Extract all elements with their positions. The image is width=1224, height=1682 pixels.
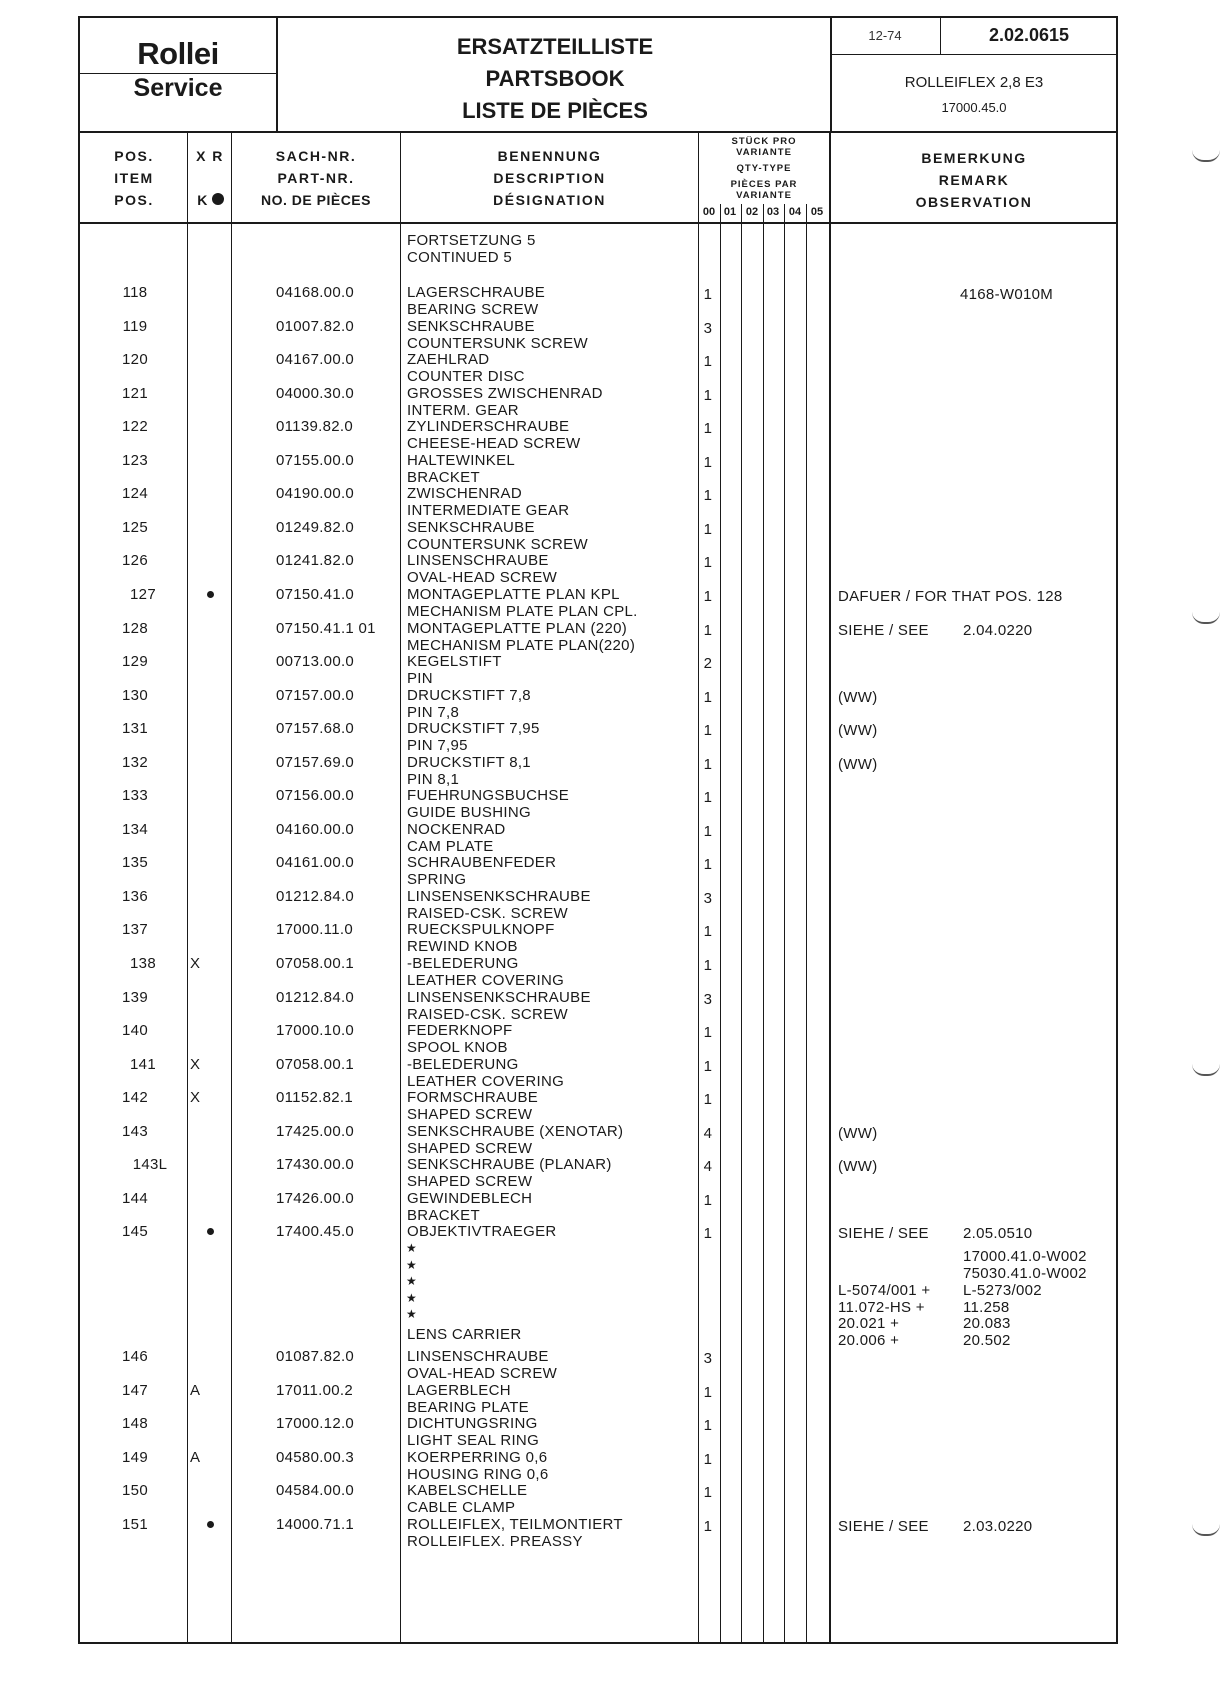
table-row bbox=[0, 1480, 1224, 1517]
star-icon: ★ bbox=[406, 1290, 418, 1305]
star-icon: ★ bbox=[406, 1241, 418, 1255]
header-qty-line3: QTY-TYPE bbox=[736, 163, 792, 174]
table-row bbox=[0, 517, 1224, 551]
serial-from: 20.021 + bbox=[838, 1315, 900, 1332]
part-number: 07155.00.0 bbox=[276, 451, 355, 469]
quantity: 1 bbox=[703, 487, 713, 505]
quantity: 1 bbox=[703, 420, 713, 438]
remark: SIEHE / SEE bbox=[838, 1225, 929, 1243]
item-position: 135 bbox=[122, 854, 148, 872]
quantity: 1 bbox=[703, 520, 713, 538]
k-marker-icon bbox=[207, 591, 214, 598]
table-row bbox=[0, 1346, 1224, 1380]
part-number: 01212.84.0 bbox=[276, 988, 355, 1006]
variant-05: 05 bbox=[810, 206, 824, 218]
part-number: 04580.00.3 bbox=[276, 1448, 355, 1466]
item-position: 124 bbox=[122, 485, 148, 503]
description-de: DRUCKSTIFT 7,8 bbox=[407, 686, 531, 704]
part-number: 17425.00.0 bbox=[276, 1122, 355, 1140]
description-en: BEARING SCREW bbox=[407, 301, 539, 318]
description-de: ZWISCHENRAD bbox=[407, 485, 522, 503]
part-number: 07058.00.1 bbox=[276, 955, 355, 972]
description-de: LINSENSCHRAUBE bbox=[407, 552, 549, 570]
part-number: 07058.00.1 bbox=[276, 1055, 355, 1073]
reference-number: 17000.41.0-W002 bbox=[963, 1248, 1087, 1265]
table-row bbox=[0, 919, 1224, 956]
description-en: COUNTER DISC bbox=[407, 368, 525, 386]
date-box-divider bbox=[830, 54, 1118, 55]
item-position: 123 bbox=[122, 451, 148, 469]
description-de: KEGELSTIFT bbox=[407, 653, 502, 671]
serial-from: 11.072-HS + bbox=[838, 1298, 925, 1316]
k-marker-icon bbox=[212, 193, 224, 205]
description-de: -BELEDERUNG bbox=[407, 1055, 519, 1073]
part-number: 01007.82.0 bbox=[276, 317, 355, 335]
description-de: SENKSCHRAUBE bbox=[407, 518, 535, 536]
quantity: 1 bbox=[703, 1484, 713, 1502]
table-row bbox=[0, 685, 1224, 719]
part-number: 07157.69.0 bbox=[276, 753, 355, 771]
description-de: KABELSCHELLE bbox=[407, 1482, 528, 1500]
remark: (WW) bbox=[838, 688, 878, 706]
serial-from: 20.006 + bbox=[838, 1331, 900, 1349]
description-de: SCHRAUBENFEDER bbox=[407, 854, 557, 872]
item-position: 120 bbox=[122, 351, 148, 369]
description-en: BRACKET bbox=[407, 468, 480, 486]
serial-to: L-5273/002 bbox=[963, 1282, 1042, 1299]
header-pos-fr: POS. bbox=[114, 192, 154, 208]
item-position: 138 bbox=[130, 955, 156, 972]
description-de: FUEHRUNGSBUCHSE bbox=[407, 787, 570, 805]
quantity: 1 bbox=[703, 923, 713, 941]
table-row bbox=[0, 1054, 1224, 1088]
title-fr: LISTE DE PIÈCES bbox=[462, 98, 648, 123]
header-qty-line2: VARIANTE bbox=[736, 147, 792, 158]
description-de: GROSSES ZWISCHENRAD bbox=[407, 384, 603, 402]
quantity: 1 bbox=[703, 386, 713, 404]
item-position: 136 bbox=[122, 887, 148, 905]
description-en: PIN 8,1 bbox=[407, 770, 460, 788]
quantity: 1 bbox=[703, 1024, 713, 1042]
part-number: 04190.00.0 bbox=[276, 485, 355, 503]
title-en: PARTSBOOK bbox=[485, 66, 625, 91]
header-desc-de: BENENNUNG bbox=[497, 148, 602, 164]
header-qty-line4: PIÈCES PAR bbox=[730, 179, 798, 190]
quantity: 1 bbox=[703, 286, 713, 303]
item-position: 133 bbox=[122, 787, 148, 805]
remark: (WW) bbox=[838, 1158, 878, 1176]
quantity: 3 bbox=[703, 990, 713, 1008]
item-position: 137 bbox=[122, 921, 148, 939]
quantity: 1 bbox=[703, 755, 713, 773]
description-en: MECHANISM PLATE PLAN(220) bbox=[407, 636, 636, 654]
table-row bbox=[0, 1121, 1224, 1155]
item-position: 127 bbox=[130, 585, 156, 603]
description-en: BEARING PLATE bbox=[407, 1398, 529, 1416]
table-row bbox=[0, 819, 1224, 853]
remark-reference: 2.03.0220 bbox=[963, 1517, 1033, 1535]
header-remark-de: BEMERKUNG bbox=[921, 150, 1027, 166]
part-number: 00713.00.0 bbox=[276, 653, 355, 671]
description-de: LAGERSCHRAUBE bbox=[407, 284, 546, 301]
item-position: 121 bbox=[122, 384, 148, 402]
description-en: SHAPED SCREW bbox=[407, 1139, 533, 1157]
part-number: 14000.71.1 bbox=[276, 1515, 355, 1533]
quantity: 1 bbox=[703, 453, 713, 471]
quantity: 3 bbox=[703, 1350, 713, 1367]
table-row bbox=[0, 1514, 1224, 1548]
variant-01: 01 bbox=[723, 206, 737, 218]
item-position: 125 bbox=[122, 518, 148, 536]
part-number: 17426.00.0 bbox=[276, 1189, 355, 1207]
item-position: 140 bbox=[122, 1022, 148, 1040]
part-number: 01139.82.0 bbox=[276, 418, 353, 436]
variant-02: 02 bbox=[745, 206, 759, 218]
item-position: 129 bbox=[122, 653, 148, 671]
part-number: 01212.84.0 bbox=[276, 887, 355, 905]
item-position: 139 bbox=[122, 988, 148, 1006]
star-icon: ★ bbox=[406, 1257, 418, 1272]
remark: (WW) bbox=[838, 722, 878, 740]
quantity: 1 bbox=[703, 1057, 713, 1075]
exchange-code: A bbox=[190, 1448, 201, 1466]
description-de: MONTAGEPLATTE PLAN (220) bbox=[407, 619, 628, 637]
header-part-de: SACH-NR. bbox=[275, 148, 357, 164]
description-en: REWIND KNOB bbox=[407, 938, 518, 956]
description-en: RAISED-CSK. SCREW bbox=[407, 904, 568, 922]
part-number: 17000.10.0 bbox=[276, 1022, 355, 1040]
table-row bbox=[0, 785, 1224, 822]
item-position: 149 bbox=[122, 1448, 148, 1466]
header-part-en: PART-NR. bbox=[277, 170, 355, 186]
description-en: COUNTERSUNK SCREW bbox=[407, 334, 588, 352]
header-xr: X R bbox=[196, 148, 224, 164]
serial-to: 11.258 bbox=[963, 1298, 1010, 1316]
quantity: 1 bbox=[703, 856, 713, 874]
quantity: 1 bbox=[703, 1383, 713, 1401]
part-number: 04167.00.0 bbox=[276, 351, 355, 369]
table-row bbox=[0, 1087, 1224, 1124]
variant-00: 00 bbox=[702, 206, 716, 218]
description-en: HOUSING RING 0,6 bbox=[407, 1465, 549, 1483]
item-position: 142 bbox=[122, 1089, 148, 1107]
item-position: 130 bbox=[122, 686, 148, 704]
quantity: 2 bbox=[703, 655, 713, 673]
table-row bbox=[0, 752, 1224, 786]
description-de: SENKSCHRAUBE (XENOTAR) bbox=[407, 1122, 624, 1140]
rollei-logo: Rollei bbox=[137, 36, 219, 71]
remark: DAFUER / FOR THAT POS. 128 bbox=[838, 587, 1063, 605]
description-de: SENKSCHRAUBE bbox=[407, 317, 535, 335]
quantity: 4 bbox=[703, 1124, 713, 1142]
part-number: 07156.00.0 bbox=[276, 787, 355, 805]
remark: SIEHE / SEE bbox=[838, 621, 929, 639]
part-number: 04161.00.0 bbox=[276, 854, 355, 872]
quantity: 1 bbox=[703, 621, 713, 639]
item-position: 148 bbox=[122, 1415, 148, 1433]
header-rule-1 bbox=[276, 16, 278, 132]
description-en: OVAL-HEAD SCREW bbox=[407, 1365, 558, 1382]
description-de: NOCKENRAD bbox=[407, 820, 506, 838]
part-number: 17400.45.0 bbox=[276, 1223, 355, 1241]
description-de: KOERPERRING 0,6 bbox=[407, 1448, 548, 1466]
exchange-code: X bbox=[190, 1055, 201, 1073]
part-number: 04168.00.0 bbox=[276, 284, 355, 301]
item-position: 143L bbox=[132, 1156, 168, 1174]
header-desc-fr: DÉSIGNATION bbox=[493, 192, 606, 208]
description-en: SHAPED SCREW bbox=[407, 1173, 533, 1191]
item-position: 143 bbox=[122, 1122, 148, 1140]
item-position: 147 bbox=[122, 1381, 148, 1399]
quantity: 1 bbox=[703, 957, 713, 974]
header-divider bbox=[78, 131, 1118, 133]
description-de: GEWINDEBLECH bbox=[407, 1189, 533, 1207]
table-row bbox=[0, 1447, 1224, 1481]
exchange-code: A bbox=[190, 1381, 201, 1399]
issue-date: 12-74 bbox=[868, 28, 902, 43]
description-de: MONTAGEPLATTE PLAN KPL bbox=[407, 585, 620, 603]
table-row bbox=[0, 1154, 1224, 1191]
header-qty-line5: VARIANTE bbox=[736, 190, 792, 201]
part-number: 01249.82.0 bbox=[276, 518, 355, 536]
table-row bbox=[0, 987, 1224, 1021]
item-position: 126 bbox=[122, 552, 148, 570]
item-position: 118 bbox=[122, 284, 148, 301]
part-number: 07150.41.1 01 bbox=[276, 619, 376, 637]
description-de: LINSENSENKSCHRAUBE bbox=[407, 988, 591, 1006]
part-number: 17000.12.0 bbox=[276, 1415, 355, 1433]
table-row bbox=[0, 383, 1224, 417]
remark: SIEHE / SEE bbox=[838, 1517, 929, 1535]
column-header-divider bbox=[78, 222, 1118, 224]
quantity: 1 bbox=[703, 1191, 713, 1209]
table-row bbox=[0, 416, 1224, 453]
description-en: MECHANISM PLATE PLAN CPL. bbox=[407, 602, 638, 620]
description-de: -BELEDERUNG bbox=[407, 955, 519, 972]
part-number: 07157.68.0 bbox=[276, 720, 355, 738]
part-number: 01087.82.0 bbox=[276, 1348, 355, 1365]
header-remark-en: REMARK bbox=[938, 172, 1010, 188]
scan-mark bbox=[1192, 150, 1220, 162]
description-de: ROLLEIFLEX, TEILMONTIERT bbox=[407, 1515, 623, 1533]
description-de: ZAEHLRAD bbox=[407, 351, 490, 369]
item-position: 131 bbox=[122, 720, 148, 738]
table-row bbox=[0, 584, 1224, 618]
table-row bbox=[0, 718, 1224, 755]
quantity: 1 bbox=[703, 1417, 713, 1435]
description-en: CABLE CLAMP bbox=[407, 1499, 516, 1517]
quantity: 3 bbox=[703, 319, 713, 337]
quantity: 1 bbox=[703, 587, 713, 605]
part-number: 17000.11.0 bbox=[276, 921, 353, 939]
description-de: ZYLINDERSCHRAUBE bbox=[407, 418, 570, 436]
table-row bbox=[0, 886, 1224, 920]
quantity: 1 bbox=[703, 554, 713, 572]
model-name: ROLLEIFLEX 2,8 E3 bbox=[904, 74, 1044, 91]
description-en: SPOOL KNOB bbox=[407, 1039, 508, 1057]
table-row bbox=[0, 1188, 1224, 1222]
part-number: 01152.82.1 bbox=[276, 1089, 353, 1107]
item-position: 141 bbox=[130, 1055, 156, 1073]
quantity: 1 bbox=[703, 722, 713, 740]
item-position: 150 bbox=[122, 1482, 148, 1500]
description-de: FORMSCHRAUBE bbox=[407, 1089, 539, 1107]
k-marker-icon bbox=[207, 1521, 214, 1528]
item-position: 128 bbox=[122, 619, 148, 637]
reference-number: 75030.41.0-W002 bbox=[963, 1265, 1087, 1282]
serial-to: 20.502 bbox=[963, 1331, 1011, 1349]
variant-04: 04 bbox=[788, 206, 802, 218]
table-row bbox=[0, 852, 1224, 889]
header-part-fr: NO. DE PIÈCES bbox=[261, 192, 371, 208]
continued-de: FORTSETZUNG 5 bbox=[407, 232, 536, 249]
part-number: 04584.00.0 bbox=[276, 1482, 355, 1500]
quantity: 1 bbox=[703, 822, 713, 840]
description-en: ROLLEIFLEX. PREASSY bbox=[407, 1532, 583, 1550]
table-row bbox=[0, 483, 1224, 520]
quantity: 1 bbox=[703, 1517, 713, 1535]
item-position: 151 bbox=[122, 1515, 148, 1533]
part-number: 04160.00.0 bbox=[276, 820, 355, 838]
item-position: 132 bbox=[122, 753, 148, 771]
model-number: 17000.45.0 bbox=[941, 100, 1007, 115]
header-qty-line1: STÜCK PRO bbox=[731, 136, 797, 147]
header-desc-en: DESCRIPTION bbox=[493, 170, 606, 186]
table-row bbox=[0, 1413, 1224, 1450]
description-de: DICHTUNGSRING bbox=[407, 1415, 538, 1433]
description-en: PIN 7,8 bbox=[407, 703, 460, 721]
remark-reference: 2.04.0220 bbox=[963, 621, 1033, 639]
description-en: PIN bbox=[407, 670, 433, 688]
part-number: 07157.00.0 bbox=[276, 686, 355, 704]
continued-en: CONTINUED 5 bbox=[407, 249, 512, 266]
part-number: 07150.41.0 bbox=[276, 585, 355, 603]
table-row bbox=[0, 349, 1224, 386]
exchange-code: X bbox=[190, 955, 201, 972]
quantity: 1 bbox=[703, 353, 713, 371]
k-marker-icon bbox=[207, 1228, 214, 1235]
description-en: PIN 7,95 bbox=[407, 737, 468, 755]
item-position: 146 bbox=[122, 1348, 148, 1365]
description-en: CHEESE-HEAD SCREW bbox=[407, 435, 581, 453]
table-row bbox=[0, 316, 1224, 350]
part-number: 17430.00.0 bbox=[276, 1156, 355, 1174]
part-number: 01241.82.0 bbox=[276, 552, 355, 570]
description-de: DRUCKSTIFT 7,95 bbox=[407, 720, 540, 738]
quantity: 4 bbox=[703, 1158, 713, 1176]
remark-reference: 4168-W010M bbox=[960, 286, 1054, 303]
description-de: LINSENSCHRAUBE bbox=[407, 1348, 549, 1365]
table-row bbox=[0, 1020, 1224, 1057]
description-en: CAM PLATE bbox=[407, 837, 494, 855]
star-icon: ★ bbox=[406, 1274, 418, 1288]
description-de: FEDERKNOPF bbox=[407, 1022, 513, 1040]
quantity: 1 bbox=[703, 789, 713, 807]
table-row bbox=[0, 550, 1224, 587]
header-pos-de: POS. bbox=[114, 148, 154, 164]
exchange-code: X bbox=[190, 1089, 201, 1107]
quantity: 3 bbox=[703, 889, 713, 907]
item-position: 145 bbox=[122, 1223, 148, 1241]
quantity: 1 bbox=[703, 1091, 713, 1109]
table-row bbox=[0, 953, 1224, 987]
item-position: 144 bbox=[122, 1189, 148, 1207]
description-en: INTERM. GEAR bbox=[407, 401, 519, 419]
header-pos-en: ITEM bbox=[114, 170, 154, 186]
item-position: 134 bbox=[122, 820, 148, 838]
description-en: COUNTERSUNK SCREW bbox=[407, 535, 588, 553]
description-en: GUIDE BUSHING bbox=[407, 804, 531, 822]
description-de: SENKSCHRAUBE (PLANAR) bbox=[407, 1156, 612, 1174]
description-en: LEATHER COVERING bbox=[407, 1072, 565, 1090]
description-de: LAGERBLECH bbox=[407, 1381, 511, 1399]
description-en: RAISED-CSK. SCREW bbox=[407, 1005, 568, 1023]
description-en: BRACKET bbox=[407, 1206, 480, 1224]
description-de: RUECKSPULKNOPF bbox=[407, 921, 555, 939]
quantity: 1 bbox=[703, 1225, 713, 1243]
variant-03: 03 bbox=[766, 206, 780, 218]
title-de: ERSATZTEILLISTE bbox=[456, 34, 654, 59]
serial-to: 20.083 bbox=[963, 1315, 1011, 1332]
description-de: LINSENSENKSCHRAUBE bbox=[407, 887, 591, 905]
description-de: OBJEKTIVTRAEGER bbox=[407, 1223, 557, 1241]
serial-from: L-5074/001 + bbox=[838, 1282, 931, 1299]
part-number: 17011.00.2 bbox=[276, 1381, 353, 1399]
service-label: Service bbox=[133, 74, 223, 102]
item-position: 119 bbox=[122, 317, 148, 335]
table-row bbox=[0, 1380, 1224, 1414]
remark-reference: 2.05.0510 bbox=[963, 1225, 1033, 1243]
document-number: 2.02.0615 bbox=[988, 25, 1070, 45]
header-remark-fr: OBSERVATION bbox=[915, 194, 1033, 210]
quantity: 1 bbox=[703, 1450, 713, 1468]
description-en: SHAPED SCREW bbox=[407, 1106, 533, 1124]
description-de: DRUCKSTIFT 8,1 bbox=[407, 753, 531, 771]
part-number: 04000.30.0 bbox=[276, 384, 355, 402]
description-en: INTERMEDIATE GEAR bbox=[407, 502, 570, 520]
lens-carrier-label: LENS CARRIER bbox=[407, 1326, 522, 1343]
table-row bbox=[0, 450, 1224, 484]
description-en: LEATHER COVERING bbox=[407, 972, 565, 989]
quantity: 1 bbox=[703, 688, 713, 706]
header-k: K bbox=[197, 192, 209, 208]
description-en: SPRING bbox=[407, 871, 467, 889]
table-row bbox=[0, 282, 1224, 316]
item-position: 122 bbox=[122, 418, 148, 436]
star-icon: ★ bbox=[406, 1307, 418, 1321]
table-row bbox=[0, 618, 1224, 652]
description-en: LIGHT SEAL RING bbox=[407, 1432, 540, 1450]
table-row bbox=[0, 651, 1224, 688]
remark: (WW) bbox=[838, 1124, 878, 1142]
remark: (WW) bbox=[838, 755, 878, 773]
description-de: HALTEWINKEL bbox=[407, 451, 516, 469]
description-en: OVAL-HEAD SCREW bbox=[407, 569, 558, 587]
